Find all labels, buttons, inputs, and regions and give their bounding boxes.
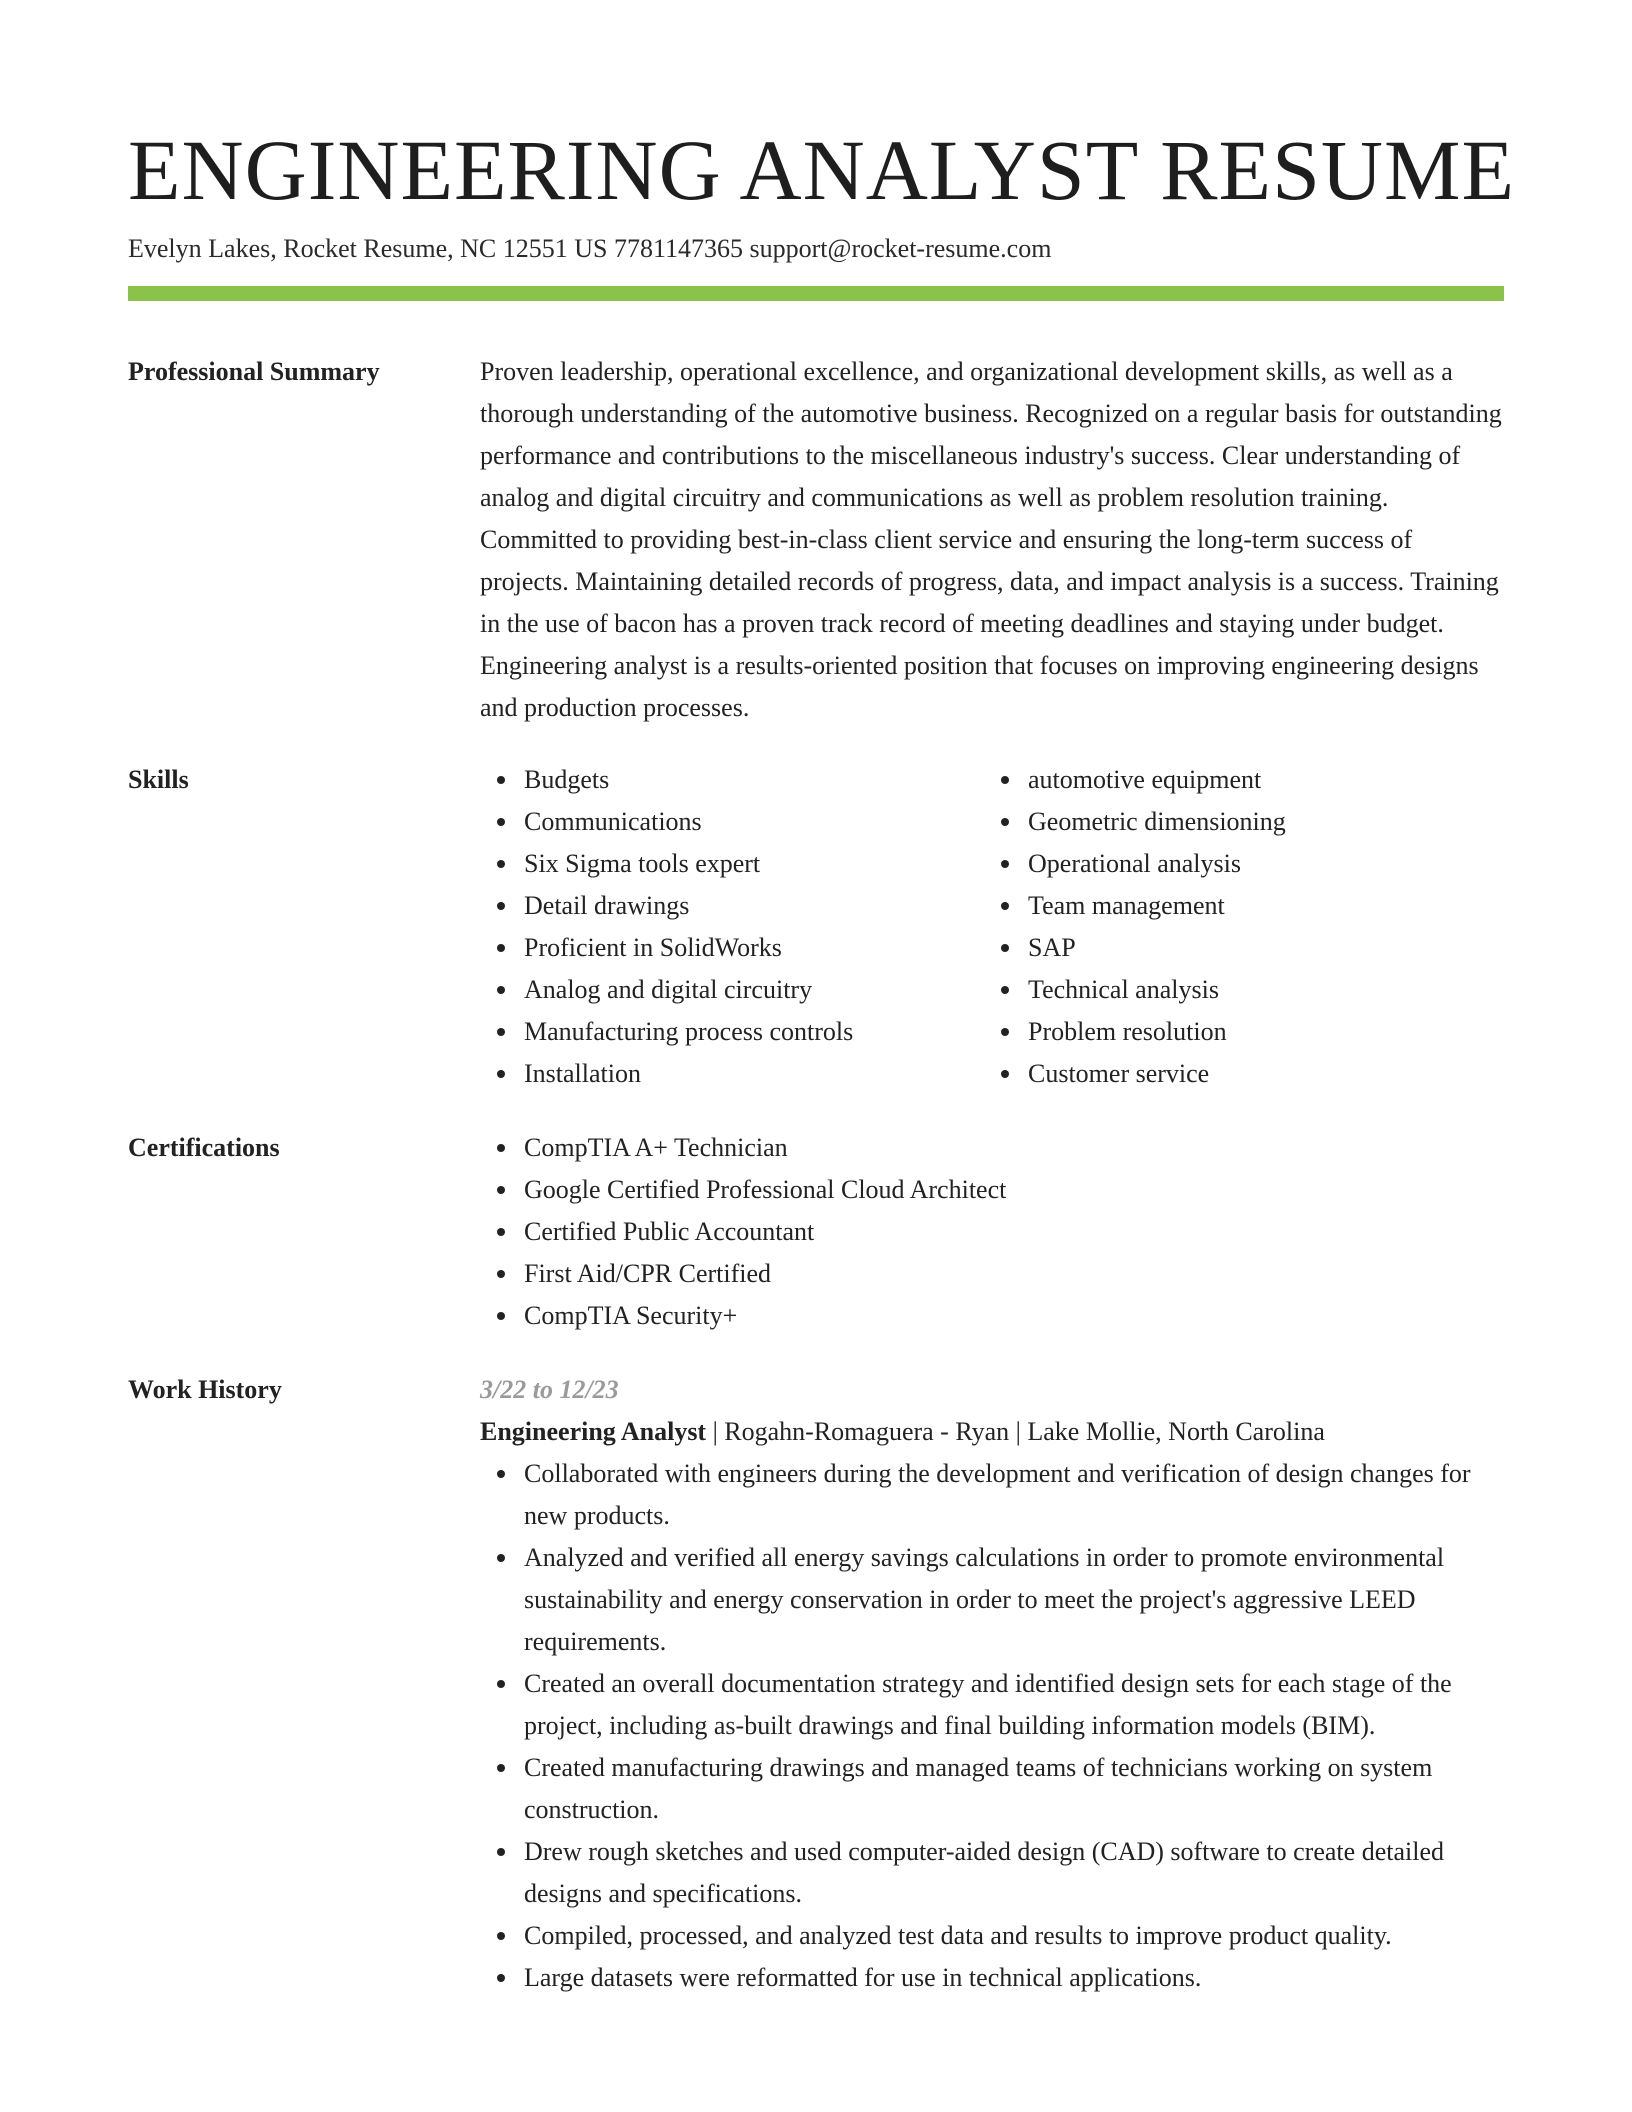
skill-item: Technical analysis (1028, 969, 1488, 1011)
job-heading (480, 1411, 1504, 1453)
job-bullet: Compiled, processed, and analyzed test data and results to improve product quality. (524, 1915, 1504, 1957)
job-details: | Rogahn-Romaguera - Ryan | Lake Mollie, North Carolina (706, 1417, 1325, 1446)
header-accent-rule (128, 286, 1504, 301)
skills-column-right (984, 759, 1488, 1095)
skill-item: Manufacturing process controls (524, 1011, 984, 1053)
job-bullet: Created an overall documentation strategy and identified design sets for each stage of the project, including as-built drawings and final building information models (BIM). (524, 1663, 1504, 1747)
summary-text: Proven leadership, operational excellence, and organizational development skills, as well as a thorough understanding of the automotive business. Recognized on a regular basis for outstanding performance and contributions to the miscellaneous industry's success. Clear understanding of analog and digital circuitry and communications as well as problem resolution training. Committed to providing best-in-class client service and ensuring the long-term success of projects. Maintaining detailed records of progress, data, and impact analysis is a success. Training in the use of bacon has a proven track record of meeting deadlines and staying under budget. Engineering analyst is a results-oriented position that focuses on improving engineering designs and production processes. (480, 357, 1502, 722)
skill-item: Installation (524, 1053, 984, 1095)
job-bullet: Collaborated with engineers during the development and verification of design changes for new products. (524, 1453, 1504, 1537)
job-bullet: Analyzed and verified all energy savings calculations in order to promote environmental sustainability and energy conservation in order to meet the project's aggressive LEED requirements. (524, 1537, 1504, 1663)
resume-title: ENGINEERING ANALYST RESUME (128, 122, 1516, 218)
skill-item: Proficient in SolidWorks (524, 927, 984, 969)
job-bullet: Created manufacturing drawings and managed teams of technicians working on system construction. (524, 1747, 1504, 1831)
certification-item: First Aid/CPR Certified (524, 1253, 1504, 1295)
skills-body (480, 759, 1504, 1095)
skill-item: SAP (1028, 927, 1488, 969)
skill-item: Budgets (524, 759, 984, 801)
summary-section (128, 351, 1504, 729)
skill-item: Customer service (1028, 1053, 1488, 1095)
skill-item: Geometric dimensioning (1028, 801, 1488, 843)
work-history-section (128, 1369, 1504, 1999)
skills-heading: Skills (128, 765, 189, 794)
work-history-heading: Work History (128, 1375, 282, 1404)
skills-column-left (480, 759, 984, 1095)
skill-item: Problem resolution (1028, 1011, 1488, 1053)
work-history-body (480, 1369, 1504, 1999)
certification-item: CompTIA A+ Technician (524, 1127, 1504, 1169)
job-bullet: Drew rough sketches and used computer-aided design (CAD) software to create detailed designs and specifications. (524, 1831, 1504, 1915)
certification-item: Google Certified Professional Cloud Architect (524, 1169, 1504, 1211)
summary-heading: Professional Summary (128, 357, 380, 386)
certification-item: Certified Public Accountant (524, 1211, 1504, 1253)
job-bullet: Large datasets were reformatted for use in technical applications. (524, 1957, 1504, 1999)
certifications-section (128, 1127, 1504, 1337)
skills-section (128, 759, 1504, 1095)
skill-item: Analog and digital circuitry (524, 969, 984, 1011)
resume-page (128, 118, 1516, 1999)
skill-item: Six Sigma tools expert (524, 843, 984, 885)
skill-item: Operational analysis (1028, 843, 1488, 885)
summary-body (480, 351, 1504, 729)
skill-item: Communications (524, 801, 984, 843)
certifications-body (480, 1127, 1504, 1337)
skill-item: automotive equipment (1028, 759, 1488, 801)
job-title: Engineering Analyst (480, 1417, 707, 1446)
job-dates: 3/22 to 12/23 (480, 1375, 619, 1404)
certifications-heading: Certifications (128, 1133, 280, 1162)
contact-line: Evelyn Lakes, Rocket Resume, NC 12551 US 7781147365 support@rocket-resume.com (128, 234, 1052, 263)
certification-item: CompTIA Security+ (524, 1295, 1504, 1337)
skill-item: Detail drawings (524, 885, 984, 927)
skill-item: Team management (1028, 885, 1488, 927)
